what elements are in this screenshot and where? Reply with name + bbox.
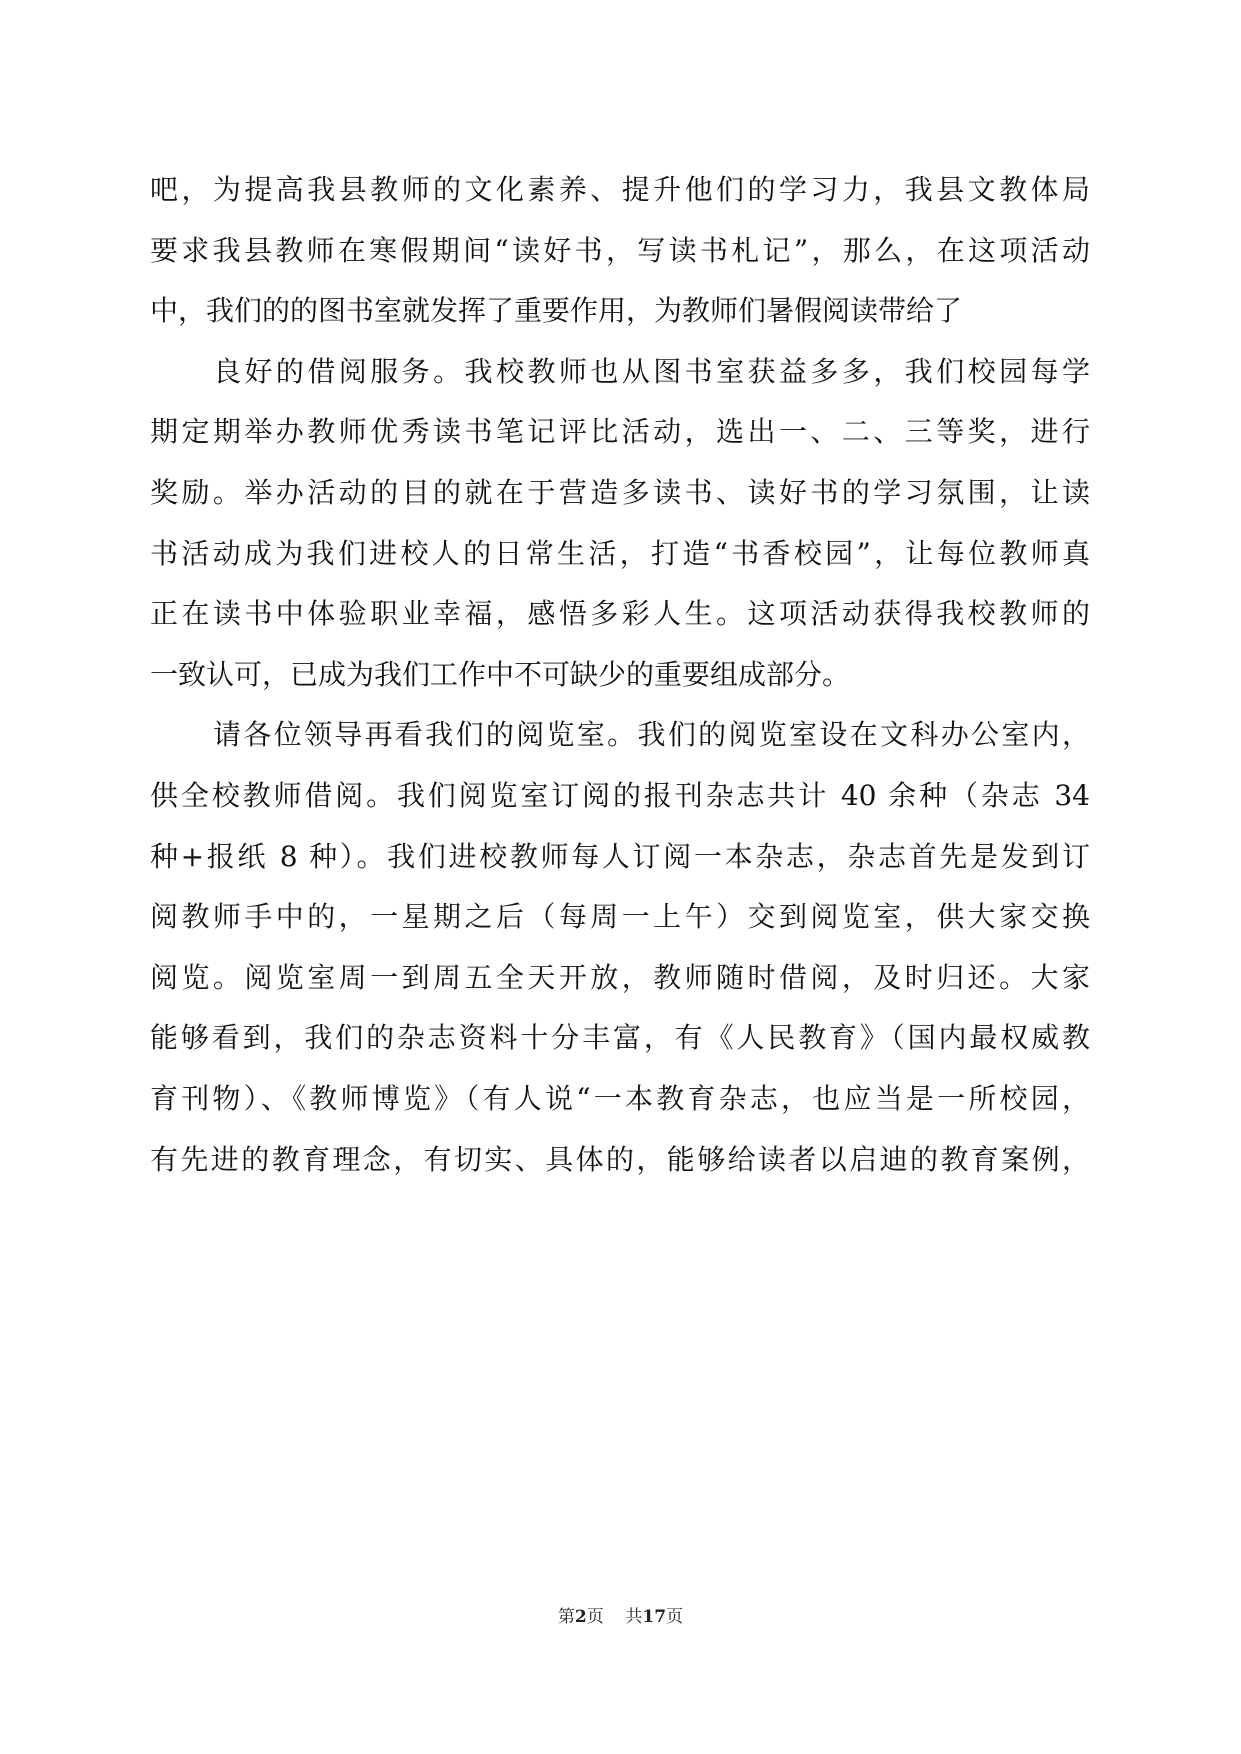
body-line: 一致认可，已成为我们工作中不可缺少的重要组成部分。 — [150, 657, 851, 691]
body-line: 期定期举办教师优秀读书笔记评比活动，选出一、二、三等奖，进行 — [150, 415, 1090, 449]
body-line: 奖励。举办活动的目的就在于营造多读书、读好书的学习氛围，让读 — [150, 475, 1090, 509]
footer-page-number: 2 — [574, 1607, 587, 1627]
body-line: 吧，为提高我县教师的文化素养、提升他们的学习力，我县文教体局 — [150, 173, 1090, 206]
footer-page-suffix: 页 — [586, 1607, 604, 1627]
body-line: 良好的借阅服务。我校教师也从图书室获益多多，我们校园每学 — [213, 354, 1090, 388]
footer-total-suffix: 页 — [666, 1607, 684, 1627]
body-line: 书活动成为我们进校人的日常生活，打造“书香校园”，让每位教师真 — [150, 536, 1090, 570]
footer-total-prefix: 共 — [625, 1607, 643, 1627]
body-line: 育刊物）、《教师博览》（有人说“一本教育杂志，也应当是一所校园， — [150, 1081, 1090, 1115]
footer-prefix: 第 — [557, 1607, 575, 1627]
body-line: 请各位领导再看我们的阅览室。我们的阅览室设在文科办公室内， — [213, 718, 1090, 752]
body-text — [150, 160, 1090, 1190]
body-line: 能够看到，我们的杂志资料十分丰富，有《人民教育》（国内最权威教 — [150, 1021, 1090, 1055]
body-line: 阅教师手中的，一星期之后（每周一上午）交到阅览室，供大家交换 — [150, 900, 1090, 934]
body-line: 要求我县教师在寒假期间“读好书，写读书札记”，那么，在这项活动 — [150, 233, 1090, 267]
page-footer — [0, 1605, 1241, 1629]
body-line: 阅览。阅览室周一到周五全天开放，教师随时借阅，及时归还。大家 — [150, 960, 1090, 994]
body-line: 供全校教师借阅。我们阅览室订阅的报刊杂志共计 40 余种（杂志 34 — [150, 778, 1090, 812]
body-line: 中，我们的的图书室就发挥了重要作用，为教师们暑假阅读带给了 — [150, 294, 963, 328]
body-line: 种+报纸 8 种）。我们进校教师每人订阅一本杂志，杂志首先是发到订 — [150, 839, 1090, 873]
body-line: 正在读书中体验职业幸福，感悟多彩人生。这项活动获得我校教师的 — [150, 597, 1090, 631]
body-line: 有先进的教育理念，有切实、具体的，能够给读者以启迪的教育案例， — [150, 1142, 1090, 1176]
footer-total-pages: 17 — [642, 1607, 667, 1627]
